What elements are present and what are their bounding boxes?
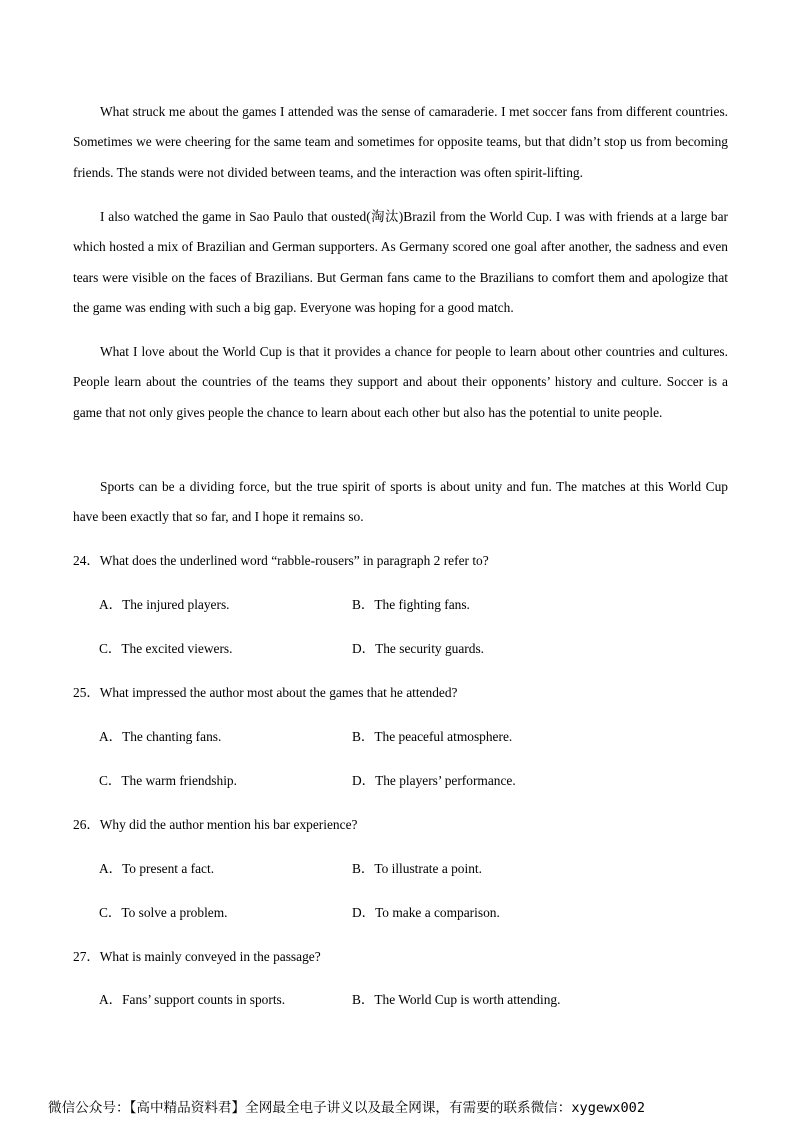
question-26-stem: 26．Why did the author mention his bar experience?	[73, 817, 358, 832]
option-text: To solve a problem.	[121, 905, 228, 920]
option-letter: C．	[99, 641, 122, 656]
option-text: The injured players.	[122, 597, 230, 612]
question-26-option-c	[99, 903, 228, 923]
option-text: To illustrate a point.	[374, 861, 482, 876]
option-text: To make a comparison.	[375, 905, 500, 920]
option-letter: A．	[99, 597, 123, 612]
option-letter: C．	[99, 773, 122, 788]
question-26-option-b	[352, 859, 482, 879]
question-27-option-a	[99, 990, 285, 1010]
question-24-option-d	[352, 639, 484, 659]
option-text: The warm friendship.	[121, 773, 237, 788]
question-24-option-c	[99, 639, 233, 659]
question-24-option-b	[352, 595, 470, 615]
option-letter: C．	[99, 905, 122, 920]
option-text: The excited viewers.	[121, 641, 233, 656]
option-letter: B．	[352, 597, 375, 612]
option-letter: B．	[352, 729, 375, 744]
footer-wechat-id: xygewx002	[571, 1100, 646, 1116]
passage-paragraph-4: Sports can be a dividing force, but the true spirit of sports is about unity and fun. The matches at this World Cup have been exactly that so far, and I hope it remains so.	[73, 479, 728, 525]
question-26-option-d	[352, 903, 500, 923]
option-letter: D．	[352, 905, 376, 920]
option-letter: A．	[99, 861, 123, 876]
question-25-option-a	[99, 727, 221, 747]
option-text: The chanting fans.	[122, 729, 222, 744]
option-letter: B．	[352, 992, 375, 1007]
question-24-stem: 24．What does the underlined word “rabble-rousers” in paragraph 2 refer to?	[73, 553, 489, 568]
option-text: Fans’ support counts in sports.	[122, 992, 286, 1007]
question-24-option-a	[99, 595, 230, 615]
question-27-option-b	[352, 990, 560, 1010]
option-text: To present a fact.	[122, 861, 215, 876]
option-letter: A．	[99, 729, 123, 744]
option-text: The players’ performance.	[375, 773, 516, 788]
option-letter: D．	[352, 641, 376, 656]
question-25-option-c	[99, 771, 237, 791]
page-footer	[48, 1098, 758, 1118]
option-text: The World Cup is worth attending.	[374, 992, 561, 1007]
passage-paragraph-3: What I love about the World Cup is that it provides a chance for people to learn about other countries and cultures. People learn about the countries of the teams they support and about their opponents’ history and culture. Soccer is a game that not only gives people the chance to learn about each other but also has the potential to unite people.	[73, 344, 728, 420]
option-letter: B．	[352, 861, 375, 876]
passage-paragraph-2: I also watched the game in Sao Paulo that ousted(淘汰)Brazil from the World Cup. I was with friends at a large bar which hosted a mix of Brazilian and German supporters. As Germany scored one goal after another, the sadness and even tears were visible on the faces of Brazilians. But German fans came to the Brazilians to comfort them and apologize that the game was ending with such a big gap. Everyone was hoping for a good match.	[73, 209, 728, 315]
option-text: The fighting fans.	[374, 597, 470, 612]
question-26-option-a	[99, 859, 214, 879]
question-25-option-d	[352, 771, 516, 791]
option-text: The security guards.	[375, 641, 485, 656]
question-25-stem: 25．What impressed the author most about the games that he attended?	[73, 685, 458, 700]
option-text: The peaceful atmosphere.	[374, 729, 513, 744]
question-25-option-b	[352, 727, 512, 747]
option-letter: A．	[99, 992, 123, 1007]
question-27-stem: 27．What is mainly conveyed in the passage?	[73, 949, 321, 964]
option-letter: D．	[352, 773, 376, 788]
passage-paragraph-1: What struck me about the games I attended was the sense of camaraderie. I met soccer fans from different countries. Sometimes we were cheering for the same team and sometimes for opposite teams, but that didn’t stop us from becoming friends. The stands were not divided between teams, and the interaction was often spirit-lifting.	[73, 104, 728, 180]
footer-label: 微信公众号：【高中精品资料君】全网最全电子讲义以及最全网课，有需要的联系微信：	[48, 1100, 572, 1116]
